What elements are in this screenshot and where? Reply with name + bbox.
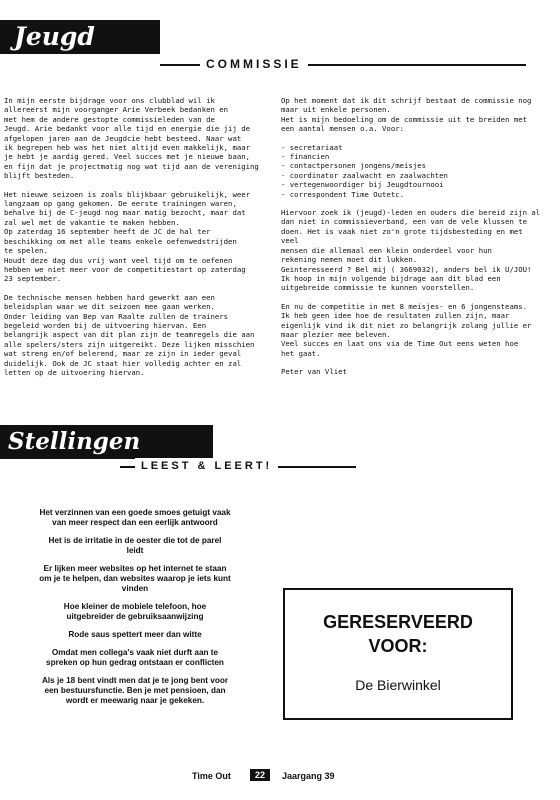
jeugd-left-column [4, 96, 266, 386]
jeugd-right-column [281, 96, 541, 386]
section-subtitle-commissie: COMMISSIE [200, 56, 308, 72]
statement: Als je 18 bent vindt men dat je te jong bent voor een bestuursfunctie. Ben je met pensioen, dan wordt er meewarig naar je gekeken. [41, 676, 229, 705]
statement: Rode saus spettert meer dan witte [68, 630, 202, 639]
section-title-jeugd: Jeugd [14, 22, 95, 51]
footer-volume: Jaargang 39 [282, 771, 335, 781]
paragraph: De technische mensen hebben hard gewerkt aan een beleidsplan waar we dit seizoen mee gaan werken. Onder leiding van Bep van Raalte zullen de trainers begeleid worden bij de uitvoering hiervan. Een belangrijk aspect van dit plan zijn de teamregels die aan alle spelers/sters zijn uitgereikt. Deze lijken misschien wat streng en/of belerend, maar ze zijn in ieder geval duidelijk. Ook de JC staat hier volledig achter en zal letten op de uitvoering hiervan. [4, 292, 255, 377]
paragraph: Peter van Vliet [281, 367, 347, 377]
paragraph: Hiervoor zoek ik (jeugd)-leden en ouders die bereid zijn al dan niet in commissieverband, een van de vele klussen te doen. Het is vaak niet zo'n grote tijdsbesteding en met veel mensen die allemaal een klein onderdeel voor hun rekening nemen moet dit lukken. Geinteresseerd ? Bel mij ( 3669032), anders bel ik U/JOU! Ik hoop in mijn volgende bijdrage aan dit blad een uitgebreide commissie te kunnen voorstellen. [281, 208, 541, 293]
reserved-heading: GERESERVEERD VOOR: [323, 612, 473, 656]
footer-magazine: Time Out [192, 771, 231, 781]
reserved-ad-box [283, 588, 513, 720]
section-title-stellingen: Stellingen [8, 428, 141, 455]
paragraph: In mijn eerste bijdrage voor ons clubblad wil ik allereerst mijn voorganger Arie Verbeek bedanken en met hem de andere gestopte commissieleden van de Jeugd. Arie bedankt voor alle tijd en energie die jij de afgelopen jaren aan de Jeugdcie hebt besteed. Naar wat ik begrepen heb was het niet altijd even makkelijk, maar je hebt je aardig gered. Veel succes met je nieuwe baan, en fijn dat je projectmatig nog wat tijd aan de vereniging blijft besteden. [4, 96, 259, 181]
footer-page-number: 22 [250, 769, 270, 781]
paragraph: Op het moment dat ik dit schrijf bestaat de commissie nog maar uit enkele personen. Het is mijn bedoeling om de commissie uit te breiden met een aantal mensen o.a. Voor: [281, 96, 532, 134]
statement: Er lijken meer websites op het internet te staan om je te helpen, dan websites waarop je iets kunt vinden [39, 564, 231, 593]
paragraph: Het nieuwe seizoen is zoals blijkbaar gebruikelijk, weer langzaam op gang gekomen. De eerste trainingen waren, behalve bij de C-jeugd nog maar matig bezocht, maar dat zal wel met de vakantie te maken hebben. Op zaterdag 16 september heeft de JC de hal ter beschikking om met alle teams enkele oefenwedstrijden te spelen. Houdt deze dag dus vrij want veel tijd om te oefenen hebben we niet meer voor de competitiestart op zaterdag 23 september. [4, 189, 251, 284]
statement: Hoe kleiner de mobiele telefoon, hoe uitgebreider de gebruiksaanwijzing [63, 602, 207, 621]
statement: Omdat men collega's vaak niet durft aan te spreken op hun gedrag ontstaan er conflicten [46, 648, 224, 667]
paragraph: - secretariaat - financien - contactpersonen jongens/meisjes - coordinator zaalwacht en zaalwachten - vertegenwoordiger bij Jeugdtournooi - correspondent Time Outetc. [281, 142, 448, 199]
reserved-name: De Bierwinkel [355, 677, 441, 693]
statement: Het verzinnen van een goede smoes getuigt vaak van meer respect dan een eerlijk antwoord [39, 508, 231, 527]
paragraph: En nu de competitie in met 8 meisjes- en 6 jongensteams. Ik heb geen idee hoe de resultaten zullen zijn, maar eigenlijk vind ik dit niet zo belangrijk zolang jullie er maar plezier mee beleven. Veel succes en laat ons via de Time Out eens weten hoe het gaat. [281, 301, 532, 358]
statement: Het is de irritatie in de oester die tot de parel leidt [48, 536, 222, 555]
section-subtitle-leest-leert: LEEST & LEERT! [135, 458, 278, 474]
stellingen-list [4, 508, 266, 714]
